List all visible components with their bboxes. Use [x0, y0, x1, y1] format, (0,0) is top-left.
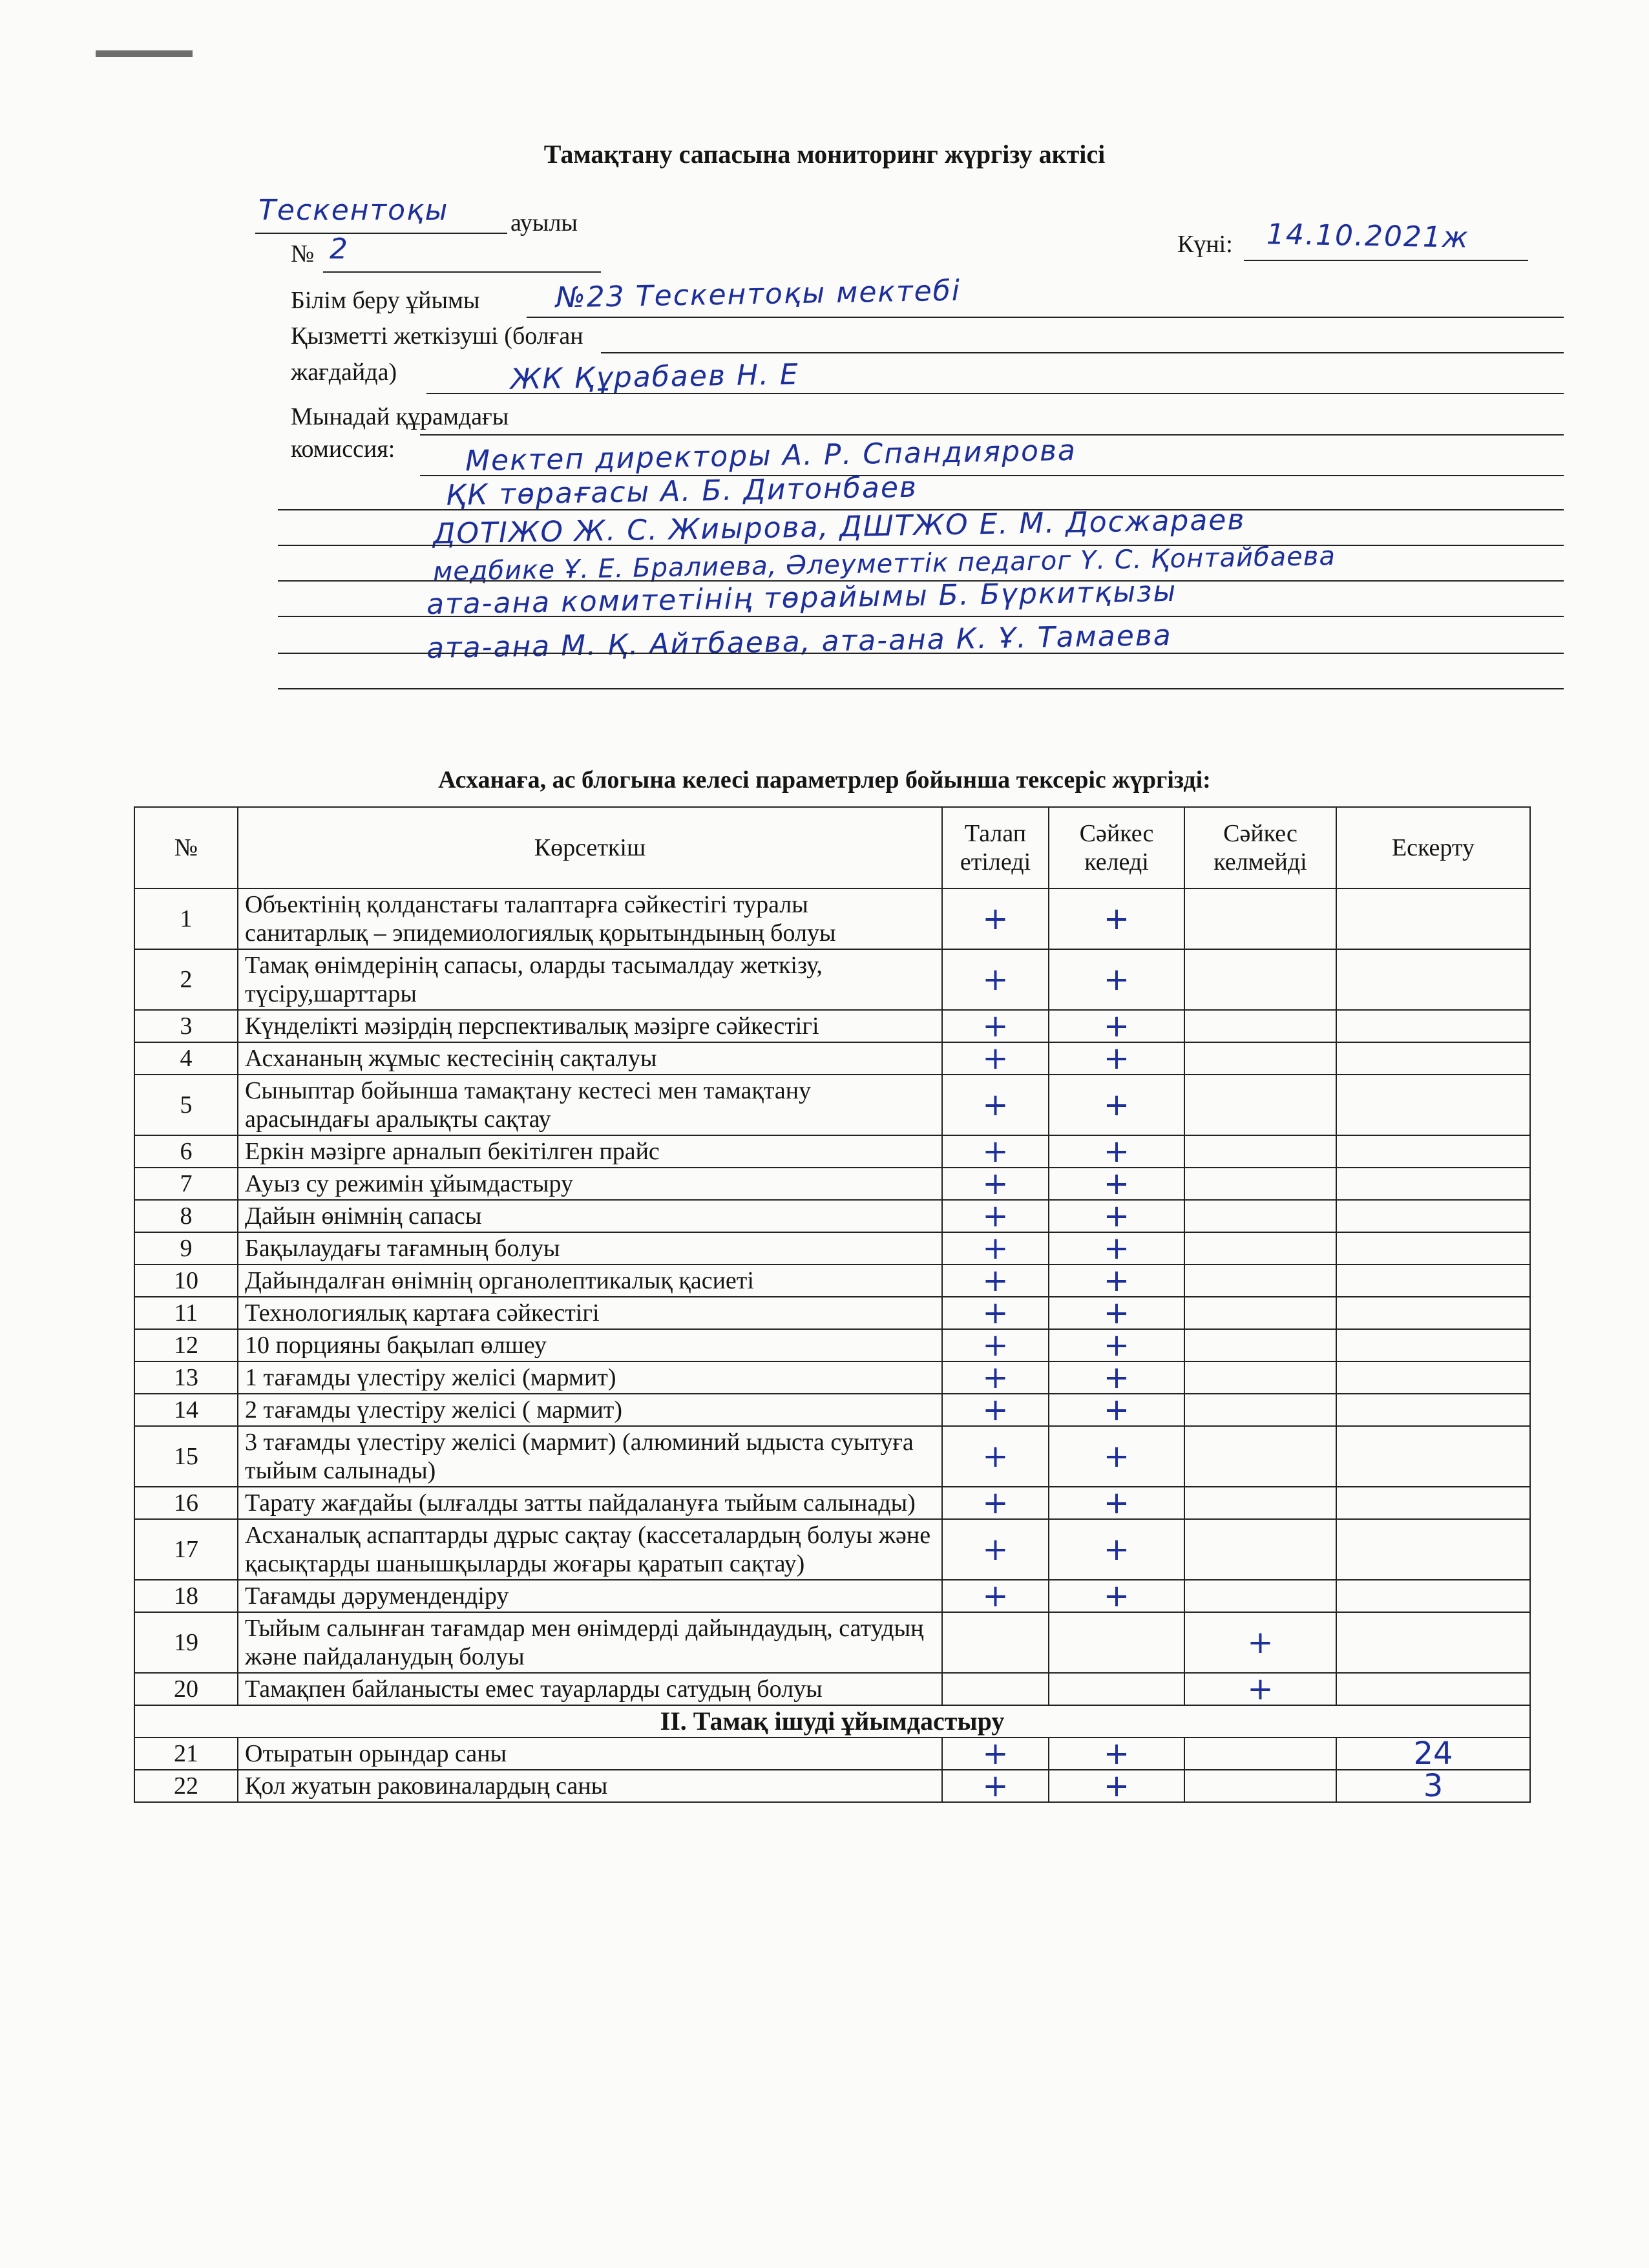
inspection-table	[134, 806, 1531, 1803]
row-required-mark: +	[942, 1770, 1049, 1802]
number-underline	[323, 271, 601, 273]
row-required-mark: +	[942, 888, 1049, 949]
row-compliant-mark: +	[1049, 1010, 1184, 1042]
row-indicator: Еркін мәзірге арналып бекітілген прайс	[238, 1135, 942, 1168]
row-note	[1336, 1232, 1530, 1265]
section-title: Асханаға, ас блогына келесі параметрлер бойынша тексеріс жүргізді:	[438, 766, 1211, 793]
commission-line-1: Мектеп директоры А. Р. Спандиярова	[465, 434, 1077, 478]
row-note	[1336, 1297, 1530, 1329]
header-noncompliant: Сәйкес келмейді	[1184, 807, 1336, 888]
commission-underline-7	[278, 688, 1564, 689]
header-indicator: Көрсеткіш	[238, 807, 942, 888]
row-required-mark: +	[942, 1519, 1049, 1580]
row-noncompliant-mark	[1184, 1519, 1336, 1580]
table-row	[134, 1673, 1530, 1705]
table-row	[134, 1487, 1530, 1519]
table-header-row	[134, 807, 1530, 888]
row-compliant-mark: +	[1049, 1519, 1184, 1580]
row-number: 1	[134, 888, 238, 949]
row-note	[1336, 949, 1530, 1010]
commission-label-1: Мынадай құрамдағы	[291, 403, 509, 430]
row-note	[1336, 1075, 1530, 1135]
header-note: Ескерту	[1336, 807, 1530, 888]
table-body-section-2	[134, 1738, 1530, 1802]
row-required-mark: +	[942, 1232, 1049, 1265]
commission-line-5: ата-ана комитетінің төрайымы Б. Бүркитқызы	[426, 574, 1177, 622]
row-noncompliant-mark	[1184, 1580, 1336, 1612]
table-row	[134, 1519, 1530, 1580]
row-note	[1336, 1394, 1530, 1426]
village-underline	[255, 233, 507, 234]
row-note: 24	[1336, 1738, 1530, 1770]
supplier-label-1: Қызметті жеткізуші (болған	[291, 322, 583, 350]
row-note	[1336, 1426, 1530, 1487]
row-number: 18	[134, 1580, 238, 1612]
row-note	[1336, 1200, 1530, 1232]
row-number: 3	[134, 1010, 238, 1042]
row-compliant-mark: +	[1049, 1042, 1184, 1075]
row-note	[1336, 1329, 1530, 1361]
row-compliant-mark: +	[1049, 949, 1184, 1010]
row-number: 4	[134, 1042, 238, 1075]
number-label: №	[291, 240, 315, 268]
row-indicator: Тыйым салынған тағамдар мен өнімдерді дайындаудың, сатудың және пайдаланудың болуы	[238, 1612, 942, 1673]
row-note	[1336, 1612, 1530, 1673]
table-row	[134, 1042, 1530, 1075]
row-indicator: 10 порцияны бақылап өлшеу	[238, 1329, 942, 1361]
row-required-mark: +	[942, 1394, 1049, 1426]
row-note	[1336, 1265, 1530, 1297]
row-indicator: Технологиялық картаға сәйкестігі	[238, 1297, 942, 1329]
row-note	[1336, 1168, 1530, 1200]
row-compliant-mark: +	[1049, 1770, 1184, 1802]
row-noncompliant-mark	[1184, 1770, 1336, 1802]
row-required-mark: +	[942, 1042, 1049, 1075]
row-required-mark: +	[942, 949, 1049, 1010]
row-note	[1336, 1361, 1530, 1394]
row-number: 19	[134, 1612, 238, 1673]
section-2-row	[134, 1705, 1530, 1738]
row-number: 15	[134, 1426, 238, 1487]
org-value: №23 Тескентоқы мектебі	[555, 274, 961, 315]
row-number: 21	[134, 1738, 238, 1770]
table-row	[134, 1010, 1530, 1042]
row-noncompliant-mark	[1184, 1042, 1336, 1075]
table-row	[134, 1265, 1530, 1297]
row-noncompliant-mark	[1184, 1135, 1336, 1168]
table-row	[134, 1297, 1530, 1329]
row-note	[1336, 1487, 1530, 1519]
row-note	[1336, 1673, 1530, 1705]
row-noncompliant-mark	[1184, 1200, 1336, 1232]
table-row	[134, 1200, 1530, 1232]
row-compliant-mark: +	[1049, 1426, 1184, 1487]
date-value: 14.10.2021ж	[1266, 218, 1469, 255]
date-underline	[1244, 260, 1528, 261]
row-number: 5	[134, 1075, 238, 1135]
row-required-mark	[942, 1612, 1049, 1673]
row-compliant-mark: +	[1049, 1297, 1184, 1329]
row-number: 7	[134, 1168, 238, 1200]
row-required-mark: +	[942, 1135, 1049, 1168]
commission-underline-3	[278, 545, 1564, 546]
row-indicator: Ауыз су режимін ұйымдастыру	[238, 1168, 942, 1200]
supplier-underline-1	[601, 352, 1564, 353]
row-compliant-mark: +	[1049, 1394, 1184, 1426]
row-indicator: Тарату жағдайы (ылғалды затты пайдалануға тыйым салынады)	[238, 1487, 942, 1519]
table-row	[134, 1612, 1530, 1673]
table-body-section-2-title	[134, 1705, 1530, 1738]
row-number: 17	[134, 1519, 238, 1580]
supplier-label-2: жағдайда)	[291, 359, 397, 386]
header-required: Талап етіледі	[942, 807, 1049, 888]
row-note	[1336, 1042, 1530, 1075]
row-indicator: 3 тағамды үлестіру желісі (мармит) (алюминий ыдыста суытуға тыйым салынады)	[238, 1426, 942, 1487]
commission-line-6: ата-ана М. Қ. Айтбаева, ата-ана К. Ұ. Тамаева	[426, 618, 1173, 666]
row-compliant-mark: +	[1049, 1265, 1184, 1297]
row-required-mark: +	[942, 1075, 1049, 1135]
row-required-mark: +	[942, 1010, 1049, 1042]
supplier-underline-2	[426, 393, 1564, 394]
row-noncompliant-mark	[1184, 1075, 1336, 1135]
row-indicator: Дайын өнімнің сапасы	[238, 1200, 942, 1232]
row-number: 11	[134, 1297, 238, 1329]
row-noncompliant-mark: +	[1184, 1612, 1336, 1673]
row-noncompliant-mark	[1184, 1394, 1336, 1426]
row-compliant-mark: +	[1049, 1135, 1184, 1168]
row-number: 10	[134, 1265, 238, 1297]
row-noncompliant-mark	[1184, 949, 1336, 1010]
row-compliant-mark: +	[1049, 1361, 1184, 1394]
row-indicator: Сыныптар бойынша тамақтану кестесі мен тамақтану арасындағы аралықты сақтау	[238, 1075, 942, 1135]
row-required-mark: +	[942, 1200, 1049, 1232]
row-note	[1336, 1135, 1530, 1168]
table-row	[134, 1426, 1530, 1487]
row-number: 2	[134, 949, 238, 1010]
row-note	[1336, 1010, 1530, 1042]
table-row	[134, 1168, 1530, 1200]
header-compliant: Сәйкес келеді	[1049, 807, 1184, 888]
row-note	[1336, 1519, 1530, 1580]
row-required-mark: +	[942, 1168, 1049, 1200]
village-label: ауылы	[510, 209, 578, 236]
commission-underline-6	[278, 653, 1564, 654]
row-compliant-mark: +	[1049, 1075, 1184, 1135]
row-required-mark: +	[942, 1361, 1049, 1394]
table-row	[134, 1738, 1530, 1770]
row-indicator: Бақылаудағы тағамның болуы	[238, 1232, 942, 1265]
row-indicator: Объектінің қолданстағы талаптарға сәйкестігі туралы санитарлық – эпидемиологиялық қорытындының болуы	[238, 888, 942, 949]
row-compliant-mark: +	[1049, 888, 1184, 949]
row-number: 12	[134, 1329, 238, 1361]
table-row	[134, 1361, 1530, 1394]
row-compliant-mark: +	[1049, 1232, 1184, 1265]
row-indicator: 2 тағамды үлестіру желісі ( мармит)	[238, 1394, 942, 1426]
table-row	[134, 1770, 1530, 1802]
row-indicator: Тамақпен байланысты емес тауарларды сатудың болуы	[238, 1673, 942, 1705]
row-number: 20	[134, 1673, 238, 1705]
row-indicator: Асхананың жұмыс кестесінің сақталуы	[238, 1042, 942, 1075]
table-row	[134, 1075, 1530, 1135]
table-row	[134, 1580, 1530, 1612]
row-number: 9	[134, 1232, 238, 1265]
row-indicator: Отыратын орындар саны	[238, 1738, 942, 1770]
row-required-mark: +	[942, 1487, 1049, 1519]
row-indicator: Күнделікті мәзірдің перспективалық мәзірге сәйкестігі	[238, 1010, 942, 1042]
table-row	[134, 888, 1530, 949]
row-indicator: Қол жуатын раковиналардың саны	[238, 1770, 942, 1802]
supplier-value: ЖК Құрабаев Н. Е	[510, 358, 800, 396]
row-noncompliant-mark	[1184, 888, 1336, 949]
row-noncompliant-mark	[1184, 1426, 1336, 1487]
row-note	[1336, 1580, 1530, 1612]
row-required-mark: +	[942, 1297, 1049, 1329]
table-row	[134, 1232, 1530, 1265]
row-compliant-mark	[1049, 1612, 1184, 1673]
row-required-mark: +	[942, 1738, 1049, 1770]
document-title: Тамақтану сапасына мониторинг жүргізу актісі	[543, 140, 1106, 169]
row-noncompliant-mark	[1184, 1329, 1336, 1361]
row-number: 16	[134, 1487, 238, 1519]
row-required-mark: +	[942, 1580, 1049, 1612]
row-noncompliant-mark	[1184, 1361, 1336, 1394]
row-required-mark: +	[942, 1265, 1049, 1297]
row-indicator: Асханалық аспаптарды дұрыс сақтау (кассеталардың болуы және қасықтарды шанышқыларды жоғары қаратып сақтау)	[238, 1519, 942, 1580]
org-underline	[527, 317, 1564, 318]
row-compliant-mark	[1049, 1673, 1184, 1705]
commission-underline-5	[278, 616, 1564, 617]
row-required-mark: +	[942, 1329, 1049, 1361]
table-body-section-1	[134, 888, 1530, 1705]
table-row	[134, 949, 1530, 1010]
row-compliant-mark: +	[1049, 1200, 1184, 1232]
row-note	[1336, 888, 1530, 949]
row-noncompliant-mark	[1184, 1738, 1336, 1770]
row-indicator: 1 тағамды үлестіру желісі (мармит)	[238, 1361, 942, 1394]
row-compliant-mark: +	[1049, 1738, 1184, 1770]
row-noncompliant-mark: +	[1184, 1673, 1336, 1705]
section-2-title: ІІ. Тамақ ішуді ұйымдастыру	[134, 1705, 1530, 1738]
commission-line-2: ҚК төрағасы А. Б. Дитонбаев	[445, 470, 918, 512]
org-label: Білім беру ұйымы	[291, 287, 480, 314]
header-number: №	[134, 807, 238, 888]
date-label: Күні:	[1177, 231, 1233, 258]
scan-artifact	[96, 50, 193, 57]
row-noncompliant-mark	[1184, 1010, 1336, 1042]
village-value: Тескентоқы	[258, 194, 449, 227]
row-compliant-mark: +	[1049, 1329, 1184, 1361]
row-noncompliant-mark	[1184, 1297, 1336, 1329]
row-indicator: Дайындалған өнімнің органолептикалық қасиеті	[238, 1265, 942, 1297]
row-noncompliant-mark	[1184, 1168, 1336, 1200]
row-compliant-mark: +	[1049, 1168, 1184, 1200]
commission-line-4: медбике Ұ. Е. Бралиева, Әлеуметтік педагог Ү. С. Қонтайбаева	[432, 541, 1336, 587]
row-compliant-mark: +	[1049, 1580, 1184, 1612]
commission-line-3: ДОТІЖО Ж. С. Жиырова, ДШТЖО Е. М. Досжараев	[432, 503, 1246, 551]
row-required-mark	[942, 1673, 1049, 1705]
number-value: 2	[330, 233, 349, 266]
table-row	[134, 1135, 1530, 1168]
row-required-mark: +	[942, 1426, 1049, 1487]
row-noncompliant-mark	[1184, 1487, 1336, 1519]
row-indicator: Тағамды дәрумендендіру	[238, 1580, 942, 1612]
commission-label-2: комиссия:	[291, 436, 395, 463]
row-note: 3	[1336, 1770, 1530, 1802]
row-compliant-mark: +	[1049, 1487, 1184, 1519]
row-noncompliant-mark	[1184, 1232, 1336, 1265]
row-noncompliant-mark	[1184, 1265, 1336, 1297]
row-number: 6	[134, 1135, 238, 1168]
row-number: 22	[134, 1770, 238, 1802]
row-number: 13	[134, 1361, 238, 1394]
table-row	[134, 1394, 1530, 1426]
row-indicator: Тамақ өнімдерінің сапасы, оларды тасымалдау жеткізу, түсіру,шарттары	[238, 949, 942, 1010]
row-number: 14	[134, 1394, 238, 1426]
table-row	[134, 1329, 1530, 1361]
row-number: 8	[134, 1200, 238, 1232]
